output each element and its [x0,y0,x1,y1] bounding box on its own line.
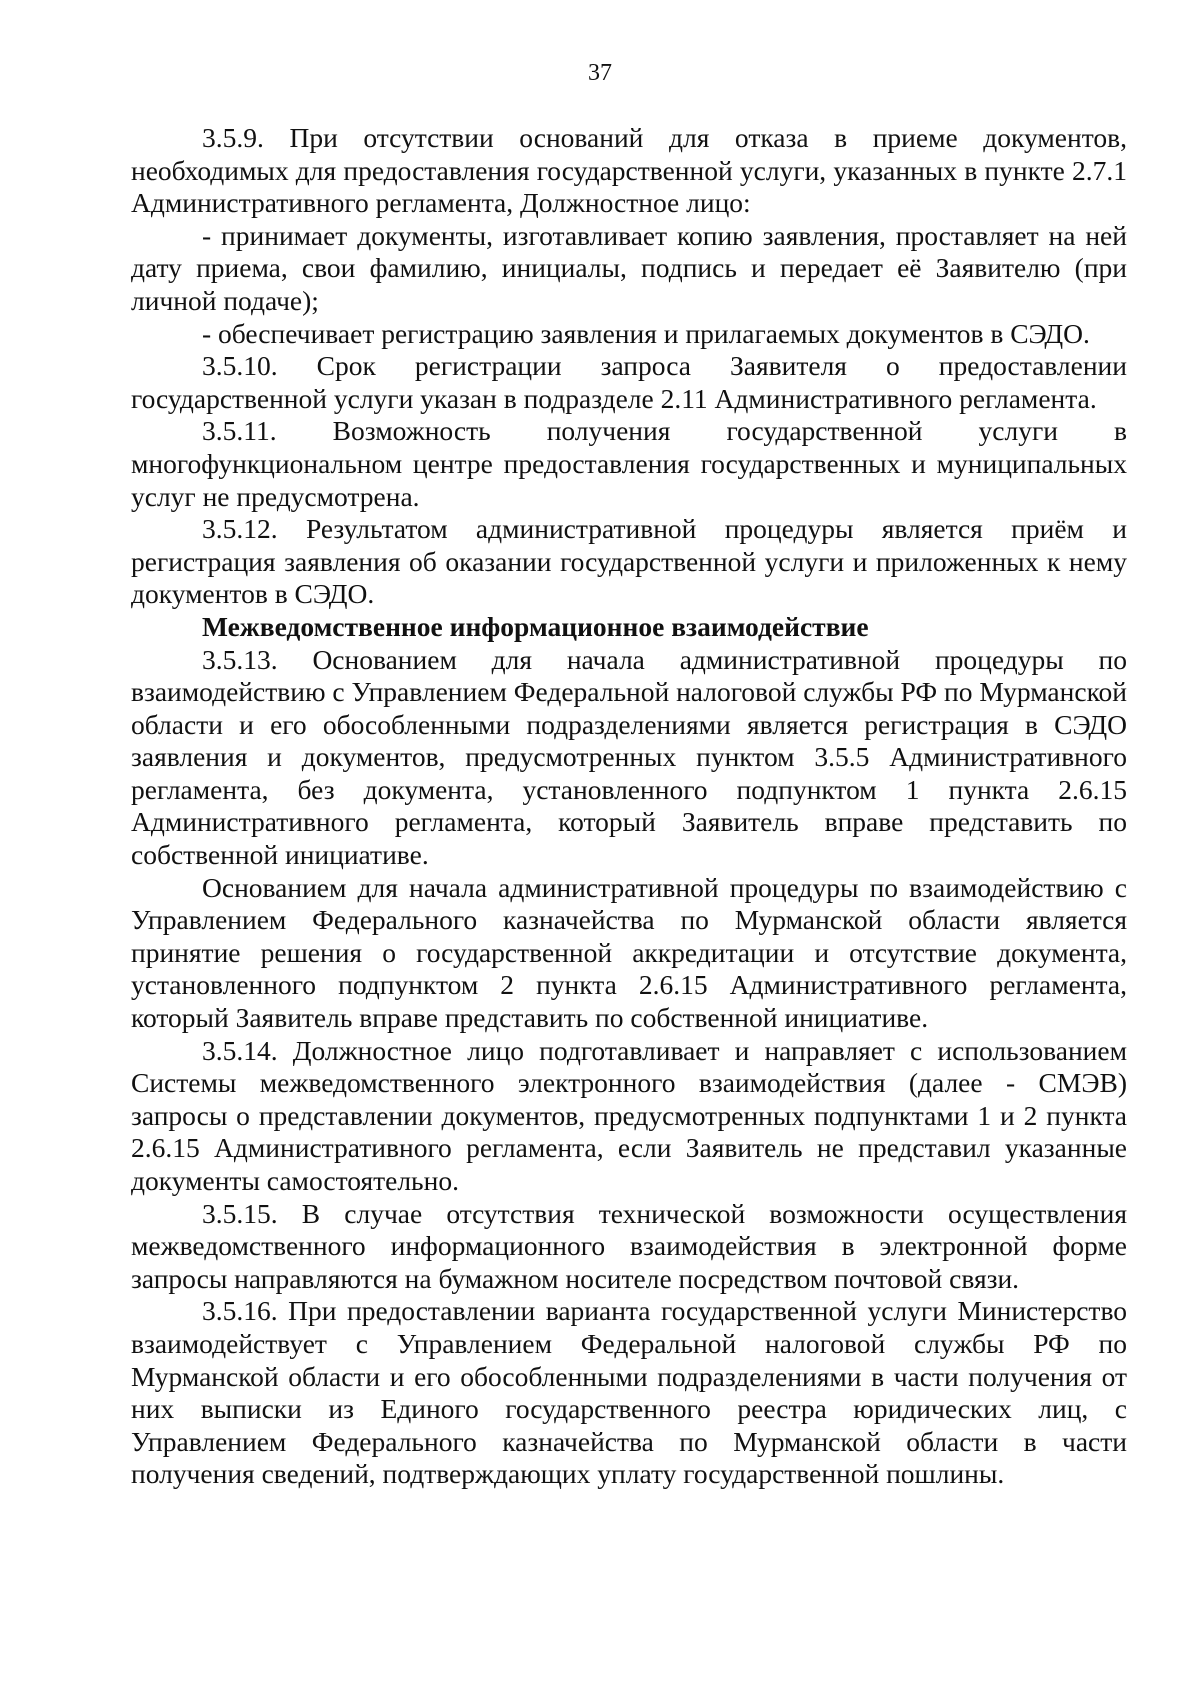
page-number: 37 [588,60,612,86]
paragraph-3-5-16: 3.5.16. При предоставлении варианта государственной услуги Министерство взаимодействует с Управлением Федеральной налоговой службы РФ по Мурманской области и его обособленными подразделениями в части получения от них выписки из Единого государственного реестра юридических лиц, с Управлением Федерального казначейства по Мурманской области в части получения сведений, подтверждающих уплату государственной пошлины. [131,1295,1127,1490]
paragraph-3-5-13: 3.5.13. Основанием для начала административной процедуры по взаимодействию с Управлением Федеральной налоговой службы РФ по Мурманской области и его обособленными подразделениями является регистрация в СЭДО заявления и документов, предусмотренных пунктом 3.5.5 Административного регламента, без документа, установленного подпунктом 1 пункта 2.6.15 Административного регламента, который Заявитель вправе представить по собственной инициативе. [131,643,1127,871]
paragraph-3-5-11: 3.5.11. Возможность получения государственной услуги в многофункциональном центре предоставления государственных и муниципальных услуг не предусмотрена. [131,415,1127,512]
list-item-ensures-registration: - обеспечивает регистрацию заявления и прилагаемых документов в СЭДО. [202,317,1090,349]
section-heading: Межведомственное информационное взаимодействие [202,610,869,642]
list-item-accepts-documents: - принимает документы, изготавливает копию заявления, проставляет на ней дату приема, свои фамилию, инициалы, подпись и передает её Заявителю (при личной подаче); [131,219,1127,316]
paragraph-3-5-15: 3.5.15. В случае отсутствия технической возможности осуществления межведомственного информационного взаимодействия в электронной форме запросы направляются на бумажном носителе посредством почтовой связи. [131,1197,1127,1294]
paragraph-3-5-14: 3.5.14. Должностное лицо подготавливает и направляет с использованием Системы межведомственного электронного взаимодействия (далее - СМЭВ) запросы о представлении документов, предусмотренных подпунктами 1 и 2 пункта 2.6.15 Административного регламента, если Заявитель не представил указанные документы самостоятельно. [131,1034,1127,1196]
document-body [131,122,1127,1491]
paragraph-3-5-9: 3.5.9. При отсутствии оснований для отказа в приеме документов, необходимых для предоставления государственной услуги, указанных в пункте 2.7.1 Административного регламента, Должностное лицо: [131,122,1127,219]
paragraph-3-5-10: 3.5.10. Срок регистрации запроса Заявителя о предоставлении государственной услуги указан в подразделе 2.11 Административного регламента. [131,350,1127,414]
paragraph-3-5-12: 3.5.12. Результатом административной процедуры является приём и регистрация заявления об оказании государственной услуги и приложенных к нему документов в СЭДО. [131,513,1127,610]
paragraph-basis-treasury: Основанием для начала административной процедуры по взаимодействию с Управлением Федерального казначейства по Мурманской области является принятие решения о государственной аккредитации и отсутствие документа, установленного подпунктом 2 пункта 2.6.15 Административного регламента, который Заявитель вправе представить по собственной инициативе. [131,871,1127,1034]
